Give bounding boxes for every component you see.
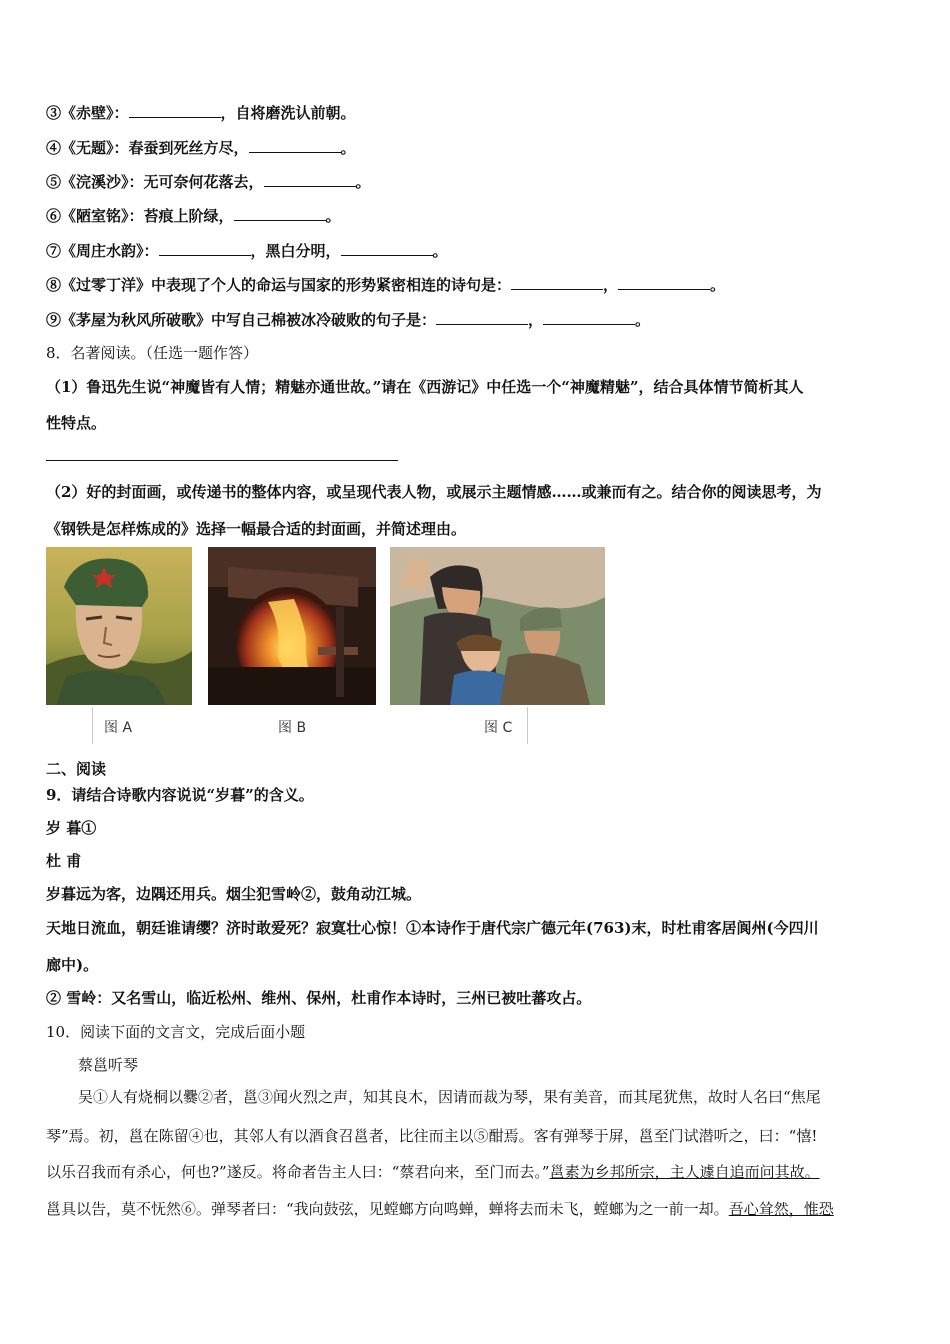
item-text: ⑦《周庄水韵》：: [46, 242, 159, 260]
answer-blank[interactable]: [249, 139, 341, 153]
item-text: ④《无题》：春蚕到死丝方尽，: [46, 139, 249, 157]
item-text: 。: [432, 242, 448, 260]
para-text: 以乐召我而有杀心，何也?”遂反。将命者告主人曰：“蔡君向来，至门而去。”: [46, 1163, 550, 1181]
q10-para-line-3: [46, 1161, 820, 1182]
poem-item-8: [46, 274, 725, 295]
poem-item-3: [46, 102, 356, 123]
answer-blank[interactable]: [341, 242, 433, 256]
item-text: 。: [340, 139, 356, 157]
item-text: ，自将磨洗认前朝。: [220, 104, 356, 122]
poem-note-2: ② 雪岭：又名雪山，临近松州、维州、保州，杜甫作本诗时，三州已被吐蕃攻占。: [46, 989, 592, 1007]
caption-c: 图 C: [484, 720, 513, 736]
answer-blank[interactable]: [264, 173, 356, 187]
q10-title: 10．阅读下面的文言文，完成后面小题: [46, 1023, 306, 1041]
item-text: ⑨《茅屋为秋风所破歌》中写自己棉被冰冷破败的句子是：: [46, 311, 437, 329]
poem-title: 岁 暮①: [46, 819, 97, 837]
q8-part2-line2: 《钢铁是怎样炼成的》选择一幅最合适的封面画，并简述理由。: [46, 520, 467, 538]
item-text: 。: [325, 207, 341, 225]
q10-subtitle: 蔡邕听琴: [78, 1056, 139, 1074]
poem-line-3: 廊中)。: [46, 956, 99, 974]
q8-part1-line1: （1）鲁迅先生说“神魔皆有人情；精魅亦通世故。”请在《西游记》中任选一个“神魔精魅”，结合具体情节简析其人: [46, 378, 804, 396]
poem-item-9: [46, 309, 650, 330]
answer-blank[interactable]: [618, 276, 710, 290]
cover-image-c[interactable]: [390, 547, 605, 705]
answer-blank[interactable]: [543, 311, 635, 325]
q8-part1-line2: 性特点。: [46, 414, 107, 432]
caption-b: 图 B: [278, 720, 307, 736]
caption-a: 图 A: [104, 720, 133, 736]
answer-blank[interactable]: [511, 276, 603, 290]
q8-title: 8．名著阅读。（任选一题作答）: [46, 344, 259, 362]
para-text: 邕具以告，莫不怃然⑥。弹琴者曰：“我向鼓弦，见螳螂方向鸣蝉，蝉将去而未飞，螳螂为之一前一却。: [46, 1200, 729, 1218]
item-text: ③《赤壁》：: [46, 104, 129, 122]
poem-item-7: [46, 240, 448, 261]
underlined-sentence: 邕素为乡邦所宗，主人遽自追而问其故。: [549, 1163, 820, 1181]
answer-blank[interactable]: [159, 242, 251, 256]
answer-blank[interactable]: [436, 311, 528, 325]
poem-line-2: 天地日流血，朝廷谁请缨？济时敢爱死？寂寞壮心惊！①本诗作于唐代宗广德元年(763)末，时杜甫客居阆州(今四川: [46, 919, 819, 937]
cover-image-b[interactable]: [208, 547, 376, 705]
item-text: 。: [635, 311, 651, 329]
answer-line[interactable]: [46, 460, 398, 461]
poem-item-6: [46, 205, 341, 226]
cover-image-a[interactable]: [46, 547, 192, 705]
item-text: ，: [603, 276, 619, 294]
answer-blank[interactable]: [129, 104, 221, 118]
item-text: ⑧《过零丁洋》中表现了个人的命运与国家的形势紧密相连的诗句是：: [46, 276, 512, 294]
poem-item-4: [46, 137, 356, 158]
item-text: ，黑白分明，: [250, 242, 341, 260]
q10-para-line-2: 琴”焉。初，邕在陈留④也，其邻人有以酒食召邕者，比往而主以⑤酣焉。客有弹琴于屏，邕至门试潜听之，曰：“憘!: [46, 1127, 818, 1145]
item-text: 。: [710, 276, 726, 294]
q10-para-line-4: [46, 1198, 834, 1219]
poem-line-1: 岁暮远为客，边隅还用兵。烟尘犯雪岭②，鼓角动江城。: [46, 885, 422, 903]
poem-item-5: [46, 171, 371, 192]
answer-blank[interactable]: [234, 207, 326, 221]
caption-strip: [92, 707, 528, 744]
poem-author: 杜 甫: [46, 852, 82, 870]
item-text: ⑥《陋室铭》：苔痕上阶绿，: [46, 207, 234, 225]
item-text: 。: [355, 173, 371, 191]
item-text: ，: [528, 311, 544, 329]
q10-para-line-1: 吴①人有烧桐以爨②者，邕③闻火烈之声，知其良木，因请而裁为琴，果有美音，而其尾犹焦，故时人名曰“焦尾: [78, 1088, 821, 1106]
underlined-sentence: 吾心耸然，惟恐: [728, 1200, 834, 1218]
section-title: 二、阅读: [46, 760, 107, 778]
q8-part2-line1: （2）好的封面画，或传递书的整体内容，或呈现代表人物，或展示主题情感……或兼而有之。结合你的阅读思考，为: [46, 483, 822, 501]
item-text: ⑤《浣溪沙》：无可奈何花落去，: [46, 173, 264, 191]
q9-title: 9．请结合诗歌内容说说“岁暮”的含义。: [46, 786, 314, 804]
